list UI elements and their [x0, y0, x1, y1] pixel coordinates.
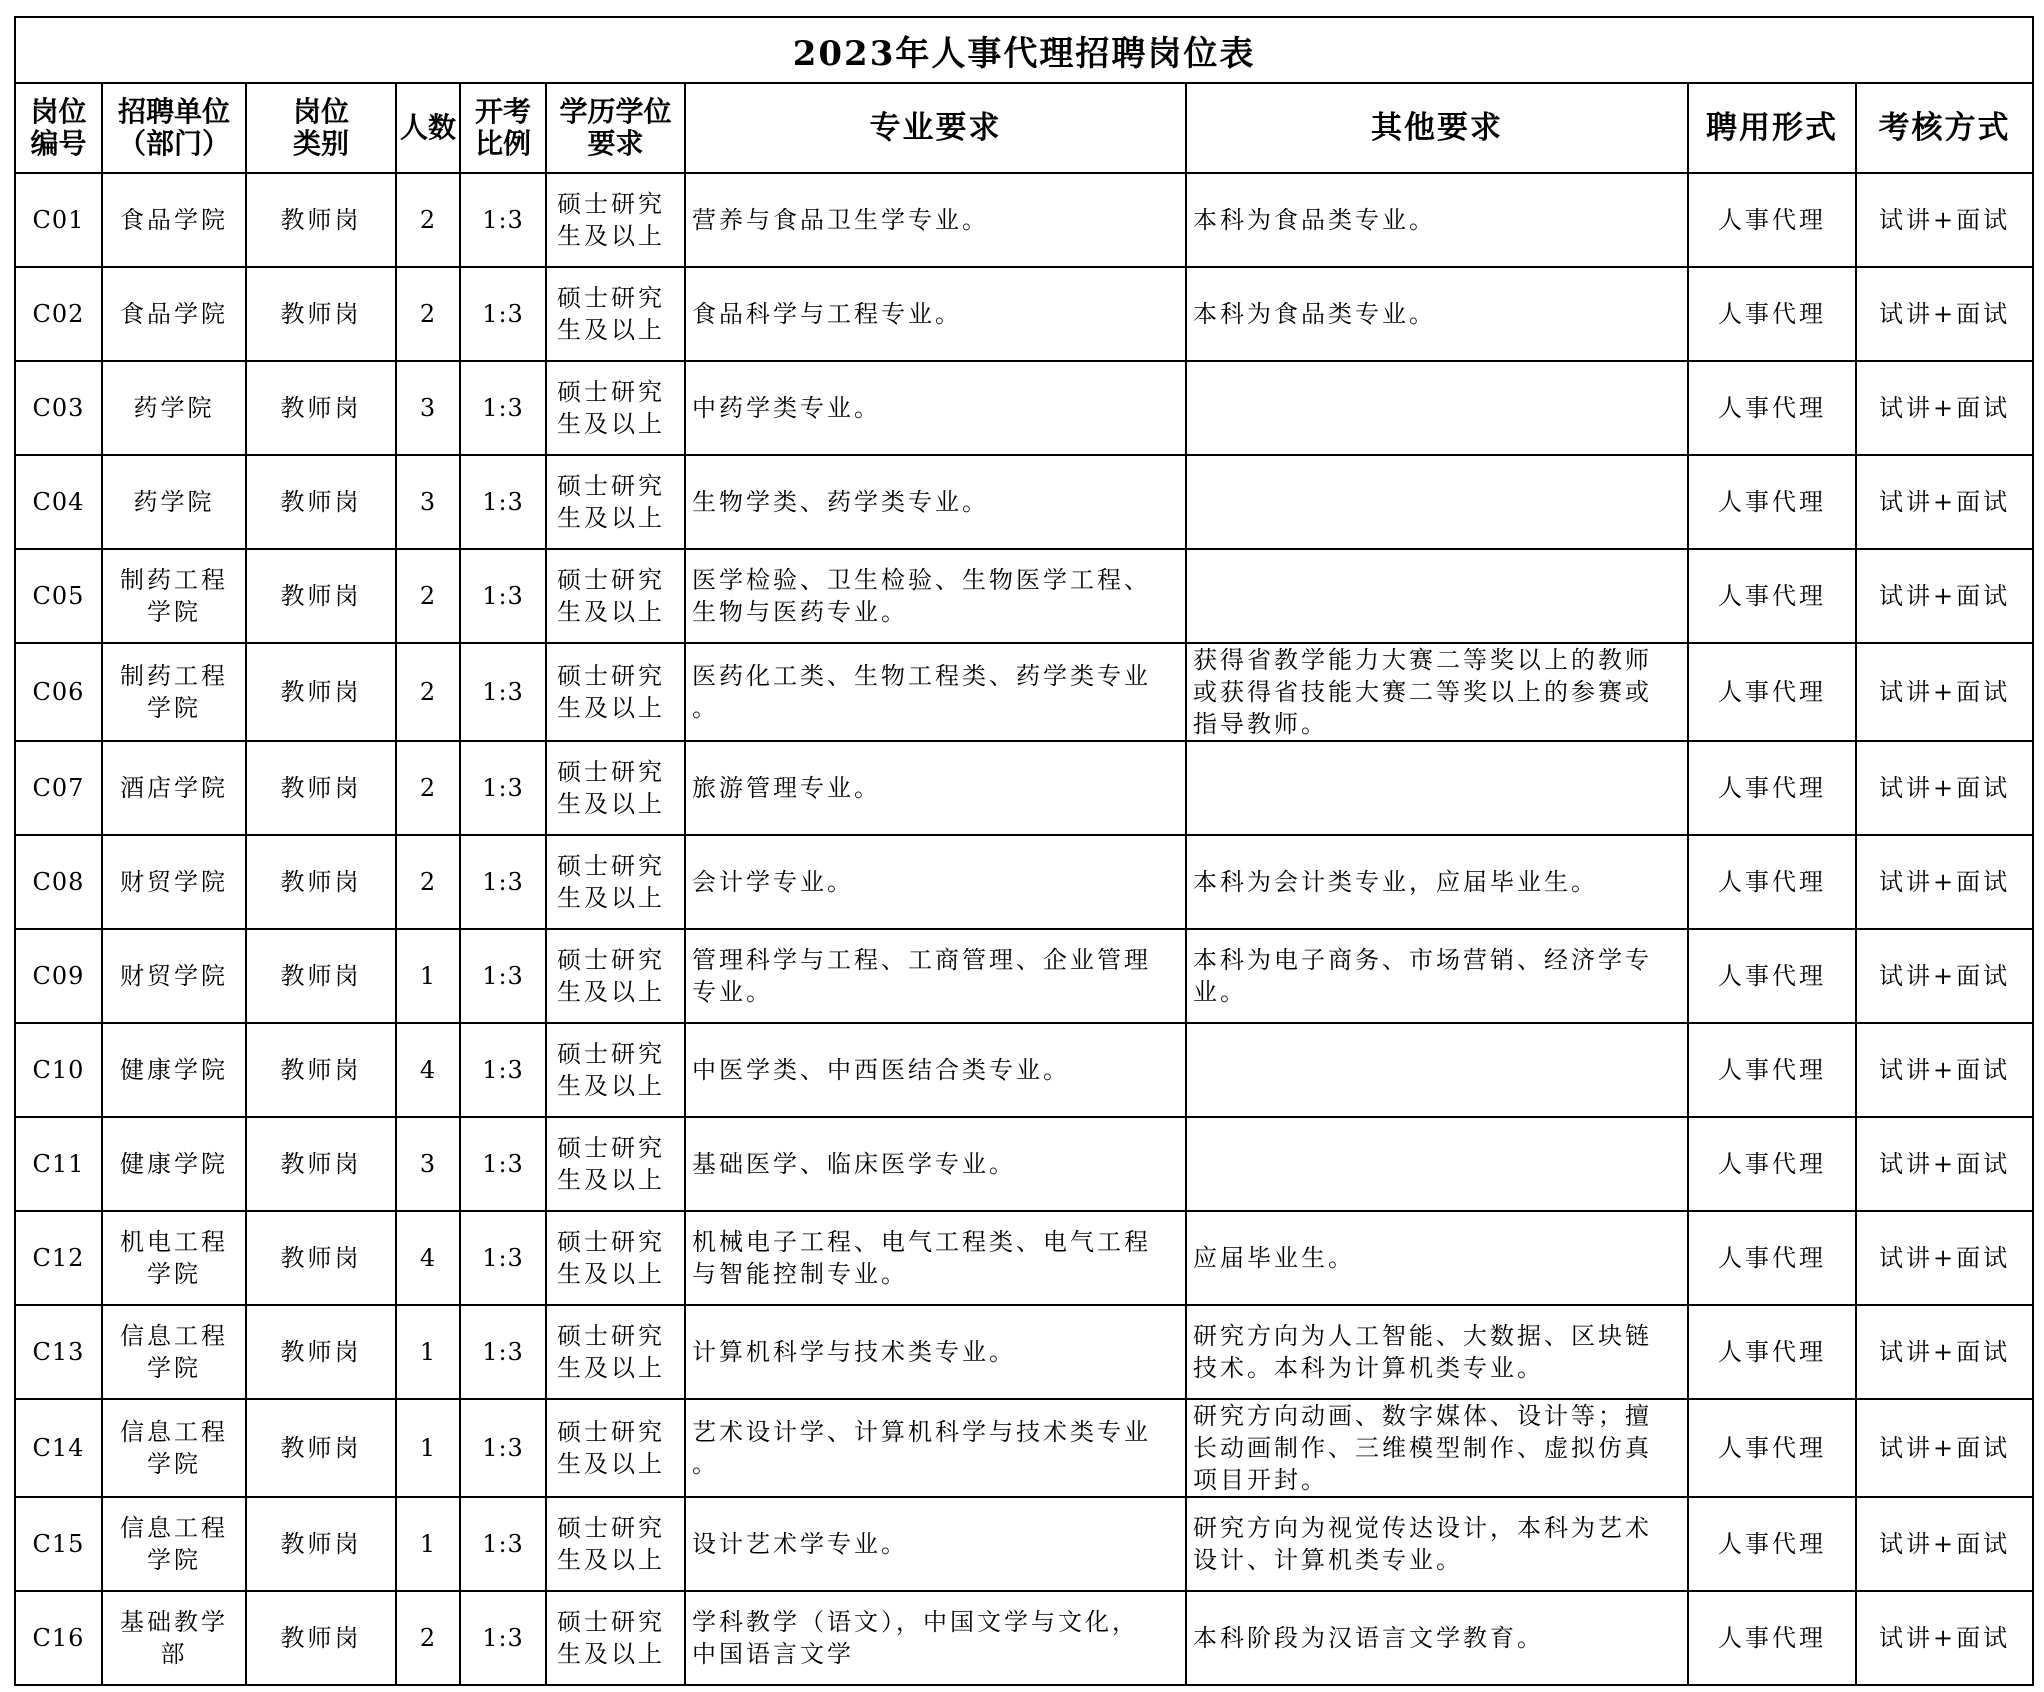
cell-major [685, 455, 1186, 549]
cell-unit-line: 信息工程 [120, 1514, 228, 1542]
cell-major-line: 中药学类专业。 [692, 394, 881, 422]
cell-code: C16 [15, 1591, 102, 1685]
cell-major-line: 旅游管理专业。 [692, 774, 881, 802]
table-row [15, 173, 2033, 267]
table-row [15, 361, 2033, 455]
cell-ratio: 1:3 [460, 1211, 546, 1305]
cell-employment: 人事代理 [1688, 1211, 1856, 1305]
cell-other-line: 获得省教学能力大赛二等奖以上的教师 [1193, 646, 1652, 674]
cell-unit [102, 173, 246, 267]
cell-other-line: 业。 [1193, 978, 1247, 1006]
cell-major [685, 1023, 1186, 1117]
table-row [15, 1211, 2033, 1305]
cell-education-line: 生及以上 [557, 598, 665, 626]
cell-education-line: 生及以上 [557, 884, 665, 912]
cell-major-line: 中医学类、中西医结合类专业。 [692, 1056, 1070, 1084]
cell-unit-line: 学院 [147, 1450, 201, 1478]
cell-education [546, 929, 685, 1023]
cell-unit-line: 学院 [147, 694, 201, 722]
cell-other-line: 本科为食品类专业。 [1193, 206, 1436, 234]
cell-unit-line: 制药工程 [120, 662, 228, 690]
table-row [15, 1399, 2033, 1497]
cell-employment: 人事代理 [1688, 361, 1856, 455]
cell-employment: 人事代理 [1688, 173, 1856, 267]
cell-major [685, 361, 1186, 455]
cell-education [546, 361, 685, 455]
cell-major-line: 医学检验、卫生检验、生物医学工程、 [692, 566, 1151, 594]
cell-education-line: 生及以上 [557, 978, 665, 1006]
cell-ratio: 1:3 [460, 455, 546, 549]
cell-ratio: 1:3 [460, 549, 546, 643]
cell-code: C02 [15, 267, 102, 361]
cell-category: 教师岗 [246, 455, 396, 549]
table-row [15, 1591, 2033, 1685]
cell-employment: 人事代理 [1688, 643, 1856, 741]
cell-major-line: 。 [692, 694, 719, 722]
cell-other-line: 应届毕业生。 [1193, 1244, 1355, 1272]
cell-unit [102, 1591, 246, 1685]
cell-unit [102, 835, 246, 929]
cell-category: 教师岗 [246, 1497, 396, 1591]
cell-employment: 人事代理 [1688, 1023, 1856, 1117]
cell-other-line: 本科阶段为汉语言文学教育。 [1193, 1624, 1544, 1652]
cell-ratio: 1:3 [460, 643, 546, 741]
cell-code: C01 [15, 173, 102, 267]
cell-education [546, 1305, 685, 1399]
cell-other-line: 技术。本科为计算机类专业。 [1193, 1354, 1544, 1382]
cell-other [1186, 455, 1688, 549]
cell-count: 2 [396, 549, 460, 643]
cell-education-line: 生及以上 [557, 410, 665, 438]
cell-unit-line: 财贸学院 [120, 962, 228, 990]
cell-count: 4 [396, 1211, 460, 1305]
cell-education-line: 硕士研究 [557, 662, 665, 690]
cell-employment: 人事代理 [1688, 835, 1856, 929]
cell-assessment: 试讲+面试 [1856, 173, 2033, 267]
cell-other-line: 本科为会计类专业，应届毕业生。 [1193, 868, 1598, 896]
cell-education-line: 生及以上 [557, 1640, 665, 1668]
cell-major-line: 与智能控制专业。 [692, 1260, 908, 1288]
cell-unit-line: 食品学院 [120, 206, 228, 234]
header-major: 专业要求 [685, 83, 1186, 173]
cell-ratio: 1:3 [460, 835, 546, 929]
cell-category: 教师岗 [246, 929, 396, 1023]
cell-employment: 人事代理 [1688, 1591, 1856, 1685]
cell-other-line: 研究方向为视觉传达设计，本科为艺术 [1193, 1514, 1652, 1542]
cell-assessment: 试讲+面试 [1856, 1497, 2033, 1591]
cell-unit-line: 酒店学院 [120, 774, 228, 802]
header-education-line1: 学历学位 [559, 95, 672, 128]
cell-unit [102, 929, 246, 1023]
cell-other [1186, 267, 1688, 361]
cell-education [546, 455, 685, 549]
cell-other-line: 本科为电子商务、市场营销、经济学专 [1193, 946, 1652, 974]
cell-unit [102, 1305, 246, 1399]
header-assessment: 考核方式 [1856, 83, 2033, 173]
cell-ratio: 1:3 [460, 1023, 546, 1117]
cell-other [1186, 1305, 1688, 1399]
cell-unit [102, 361, 246, 455]
cell-unit-line: 学院 [147, 1260, 201, 1288]
cell-education-line: 硕士研究 [557, 1228, 665, 1256]
cell-major-line: 学科教学（语文），中国文学与文化， [692, 1608, 1139, 1636]
cell-ratio: 1:3 [460, 929, 546, 1023]
cell-code: C03 [15, 361, 102, 455]
cell-unit [102, 1023, 246, 1117]
cell-unit-line: 健康学院 [120, 1150, 228, 1178]
header-ratio [460, 83, 546, 173]
cell-major-line: 生物与医药专业。 [692, 598, 908, 626]
cell-assessment: 试讲+面试 [1856, 643, 2033, 741]
header-category-line1: 岗位 [292, 95, 349, 128]
cell-education [546, 549, 685, 643]
cell-unit-line: 机电工程 [120, 1228, 228, 1256]
cell-other-line: 长动画制作、三维模型制作、虚拟仿真 [1193, 1434, 1652, 1462]
cell-count: 2 [396, 173, 460, 267]
cell-education-line: 硕士研究 [557, 852, 665, 880]
cell-major [685, 1497, 1186, 1591]
cell-other-line: 本科为食品类专业。 [1193, 300, 1436, 328]
cell-education-line: 生及以上 [557, 504, 665, 532]
cell-education [546, 741, 685, 835]
cell-count: 1 [396, 1497, 460, 1591]
cell-ratio: 1:3 [460, 267, 546, 361]
cell-major-line: 医药化工类、生物工程类、药学类专业 [692, 662, 1151, 690]
cell-education-line: 生及以上 [557, 1072, 665, 1100]
cell-unit-line: 食品学院 [120, 300, 228, 328]
cell-education [546, 267, 685, 361]
cell-other [1186, 1023, 1688, 1117]
cell-count: 3 [396, 455, 460, 549]
cell-code: C13 [15, 1305, 102, 1399]
cell-unit-line: 学院 [147, 1546, 201, 1574]
header-code [15, 83, 102, 173]
cell-assessment: 试讲+面试 [1856, 1023, 2033, 1117]
cell-education-line: 硕士研究 [557, 1134, 665, 1162]
cell-education-line: 硕士研究 [557, 1418, 665, 1446]
cell-employment: 人事代理 [1688, 1117, 1856, 1211]
cell-ratio: 1:3 [460, 361, 546, 455]
cell-education-line: 硕士研究 [557, 1040, 665, 1068]
header-row [15, 83, 2033, 173]
cell-assessment: 试讲+面试 [1856, 1211, 2033, 1305]
cell-category: 教师岗 [246, 741, 396, 835]
cell-ratio: 1:3 [460, 1305, 546, 1399]
header-category [246, 83, 396, 173]
cell-code: C12 [15, 1211, 102, 1305]
cell-unit [102, 455, 246, 549]
cell-unit-line: 信息工程 [120, 1418, 228, 1446]
cell-code: C05 [15, 549, 102, 643]
cell-category: 教师岗 [246, 1023, 396, 1117]
cell-education-line: 硕士研究 [557, 190, 665, 218]
header-unit [102, 83, 246, 173]
cell-ratio: 1:3 [460, 1117, 546, 1211]
cell-education [546, 1211, 685, 1305]
header-unit-line1: 招聘单位 [117, 95, 230, 128]
cell-code: C08 [15, 835, 102, 929]
cell-other [1186, 1117, 1688, 1211]
cell-major [685, 1305, 1186, 1399]
cell-code: C07 [15, 741, 102, 835]
cell-education-line: 硕士研究 [557, 284, 665, 312]
cell-education-line: 硕士研究 [557, 1322, 665, 1350]
cell-education-line: 生及以上 [557, 790, 665, 818]
cell-unit [102, 549, 246, 643]
table-row [15, 1023, 2033, 1117]
cell-count: 3 [396, 361, 460, 455]
cell-employment: 人事代理 [1688, 929, 1856, 1023]
cell-count: 2 [396, 741, 460, 835]
cell-other-line: 研究方向动画、数字媒体、设计等；擅 [1193, 1402, 1652, 1430]
cell-count: 4 [396, 1023, 460, 1117]
cell-employment: 人事代理 [1688, 267, 1856, 361]
header-count: 人数 [396, 83, 460, 173]
header-employment: 聘用形式 [1688, 83, 1856, 173]
cell-major [685, 1117, 1186, 1211]
table-row [15, 741, 2033, 835]
cell-count: 2 [396, 267, 460, 361]
table-row [15, 929, 2033, 1023]
table-row [15, 549, 2033, 643]
cell-ratio: 1:3 [460, 741, 546, 835]
cell-other [1186, 929, 1688, 1023]
cell-education-line: 硕士研究 [557, 566, 665, 594]
cell-other [1186, 1211, 1688, 1305]
cell-other-line: 研究方向为人工智能、大数据、区块链 [1193, 1322, 1652, 1350]
cell-education-line: 硕士研究 [557, 946, 665, 974]
cell-count: 1 [396, 929, 460, 1023]
cell-code: C11 [15, 1117, 102, 1211]
cell-unit-line: 学院 [147, 598, 201, 626]
cell-employment: 人事代理 [1688, 741, 1856, 835]
cell-category: 教师岗 [246, 173, 396, 267]
cell-count: 3 [396, 1117, 460, 1211]
cell-unit [102, 741, 246, 835]
cell-unit-line: 药学院 [133, 488, 215, 516]
cell-major [685, 173, 1186, 267]
cell-major-line: 基础医学、临床医学专业。 [692, 1150, 1016, 1178]
cell-category: 教师岗 [246, 549, 396, 643]
header-code-line2: 编号 [30, 127, 87, 160]
table-row [15, 1497, 2033, 1591]
cell-other [1186, 1591, 1688, 1685]
cell-education-line: 硕士研究 [557, 1608, 665, 1636]
header-education-line2: 要求 [587, 127, 644, 160]
cell-unit [102, 643, 246, 741]
cell-education-line: 硕士研究 [557, 758, 665, 786]
cell-assessment: 试讲+面试 [1856, 267, 2033, 361]
cell-category: 教师岗 [246, 1117, 396, 1211]
cell-unit [102, 1117, 246, 1211]
cell-count: 1 [396, 1399, 460, 1497]
header-unit-line2: （部门） [117, 127, 230, 160]
header-education [546, 83, 685, 173]
table-row [15, 1305, 2033, 1399]
cell-education-line: 生及以上 [557, 694, 665, 722]
cell-unit [102, 1211, 246, 1305]
cell-education [546, 173, 685, 267]
cell-major-line: 生物学类、药学类专业。 [692, 488, 989, 516]
cell-major-line: 。 [692, 1450, 719, 1478]
cell-major-line: 设计艺术学专业。 [692, 1530, 908, 1558]
cell-unit [102, 1399, 246, 1497]
cell-category: 教师岗 [246, 1399, 396, 1497]
cell-major-line: 营养与食品卫生学专业。 [692, 206, 989, 234]
cell-code: C06 [15, 643, 102, 741]
cell-category: 教师岗 [246, 835, 396, 929]
cell-education [546, 1023, 685, 1117]
cell-education [546, 1399, 685, 1497]
cell-unit-line: 财贸学院 [120, 868, 228, 896]
cell-unit-line: 制药工程 [120, 566, 228, 594]
cell-code: C15 [15, 1497, 102, 1591]
recruitment-table [14, 16, 2034, 1686]
cell-major [685, 835, 1186, 929]
header-other: 其他要求 [1186, 83, 1688, 173]
table-row [15, 455, 2033, 549]
header-ratio-line1: 开考 [474, 95, 531, 128]
cell-category: 教师岗 [246, 1591, 396, 1685]
cell-ratio: 1:3 [460, 1497, 546, 1591]
cell-major [685, 741, 1186, 835]
cell-education [546, 643, 685, 741]
cell-education-line: 硕士研究 [557, 1514, 665, 1542]
cell-assessment: 试讲+面试 [1856, 835, 2033, 929]
cell-education-line: 生及以上 [557, 316, 665, 344]
cell-unit [102, 1497, 246, 1591]
cell-education-line: 生及以上 [557, 1166, 665, 1194]
cell-other [1186, 643, 1688, 741]
cell-other [1186, 549, 1688, 643]
cell-assessment: 试讲+面试 [1856, 741, 2033, 835]
cell-assessment: 试讲+面试 [1856, 1591, 2033, 1685]
cell-major-line: 管理科学与工程、工商管理、企业管理 [692, 946, 1151, 974]
cell-ratio: 1:3 [460, 1399, 546, 1497]
cell-education [546, 1117, 685, 1211]
cell-assessment: 试讲+面试 [1856, 455, 2033, 549]
cell-assessment: 试讲+面试 [1856, 1399, 2033, 1497]
table-title: 2023年人事代理招聘岗位表 [15, 17, 2033, 83]
cell-assessment: 试讲+面试 [1856, 549, 2033, 643]
table-row [15, 1117, 2033, 1211]
table-row [15, 643, 2033, 741]
cell-category: 教师岗 [246, 1211, 396, 1305]
cell-assessment: 试讲+面试 [1856, 1117, 2033, 1211]
cell-other-line: 或获得省技能大赛二等奖以上的参赛或 [1193, 678, 1652, 706]
table-row [15, 267, 2033, 361]
cell-other [1186, 361, 1688, 455]
cell-ratio: 1:3 [460, 173, 546, 267]
table-row [15, 835, 2033, 929]
cell-other [1186, 835, 1688, 929]
cell-code: C04 [15, 455, 102, 549]
cell-category: 教师岗 [246, 267, 396, 361]
cell-count: 2 [396, 835, 460, 929]
cell-other-line: 设计、计算机类专业。 [1193, 1546, 1463, 1574]
cell-unit-line: 健康学院 [120, 1056, 228, 1084]
cell-category: 教师岗 [246, 643, 396, 741]
recruitment-sheet [14, 16, 2032, 1686]
cell-major-line: 专业。 [692, 978, 773, 1006]
cell-other [1186, 1399, 1688, 1497]
cell-code: C10 [15, 1023, 102, 1117]
cell-employment: 人事代理 [1688, 455, 1856, 549]
cell-category: 教师岗 [246, 361, 396, 455]
cell-count: 1 [396, 1305, 460, 1399]
cell-education-line: 硕士研究 [557, 472, 665, 500]
cell-major-line: 艺术设计学、计算机科学与技术类专业 [692, 1418, 1151, 1446]
cell-major [685, 1399, 1186, 1497]
cell-employment: 人事代理 [1688, 1399, 1856, 1497]
cell-assessment: 试讲+面试 [1856, 361, 2033, 455]
cell-category: 教师岗 [246, 1305, 396, 1399]
cell-major [685, 1591, 1186, 1685]
cell-major [685, 643, 1186, 741]
cell-unit-line: 学院 [147, 1354, 201, 1382]
cell-assessment: 试讲+面试 [1856, 1305, 2033, 1399]
cell-education-line: 硕士研究 [557, 378, 665, 406]
header-category-line2: 类别 [292, 127, 349, 160]
cell-count: 2 [396, 643, 460, 741]
cell-count: 2 [396, 1591, 460, 1685]
cell-assessment: 试讲+面试 [1856, 929, 2033, 1023]
header-ratio-line2: 比例 [474, 127, 531, 160]
cell-unit-line: 基础教学 [120, 1608, 228, 1636]
cell-major-line: 会计学专业。 [692, 868, 854, 896]
cell-education [546, 1497, 685, 1591]
cell-ratio: 1:3 [460, 1591, 546, 1685]
cell-education-line: 生及以上 [557, 1354, 665, 1382]
cell-employment: 人事代理 [1688, 549, 1856, 643]
cell-employment: 人事代理 [1688, 1497, 1856, 1591]
cell-unit-line: 信息工程 [120, 1322, 228, 1350]
cell-major [685, 1211, 1186, 1305]
cell-education-line: 生及以上 [557, 1260, 665, 1288]
cell-major-line: 计算机科学与技术类专业。 [692, 1338, 1016, 1366]
cell-education-line: 生及以上 [557, 222, 665, 250]
cell-education-line: 生及以上 [557, 1450, 665, 1478]
cell-unit-line: 部 [160, 1640, 188, 1668]
cell-education [546, 1591, 685, 1685]
header-code-line1: 岗位 [30, 95, 87, 128]
cell-major-line: 机械电子工程、电气工程类、电气工程 [692, 1228, 1151, 1256]
cell-major-line: 食品科学与工程专业。 [692, 300, 962, 328]
cell-other-line: 指导教师。 [1193, 710, 1328, 738]
cell-employment: 人事代理 [1688, 1305, 1856, 1399]
cell-major-line: 中国语言文学 [692, 1640, 854, 1668]
cell-major [685, 929, 1186, 1023]
cell-code: C14 [15, 1399, 102, 1497]
cell-unit [102, 267, 246, 361]
cell-other-line: 项目开封。 [1193, 1466, 1328, 1494]
cell-education [546, 835, 685, 929]
cell-unit-line: 药学院 [133, 394, 215, 422]
cell-other [1186, 173, 1688, 267]
cell-other [1186, 741, 1688, 835]
cell-major [685, 267, 1186, 361]
cell-education-line: 生及以上 [557, 1546, 665, 1574]
cell-code: C09 [15, 929, 102, 1023]
cell-major [685, 549, 1186, 643]
cell-other [1186, 1497, 1688, 1591]
